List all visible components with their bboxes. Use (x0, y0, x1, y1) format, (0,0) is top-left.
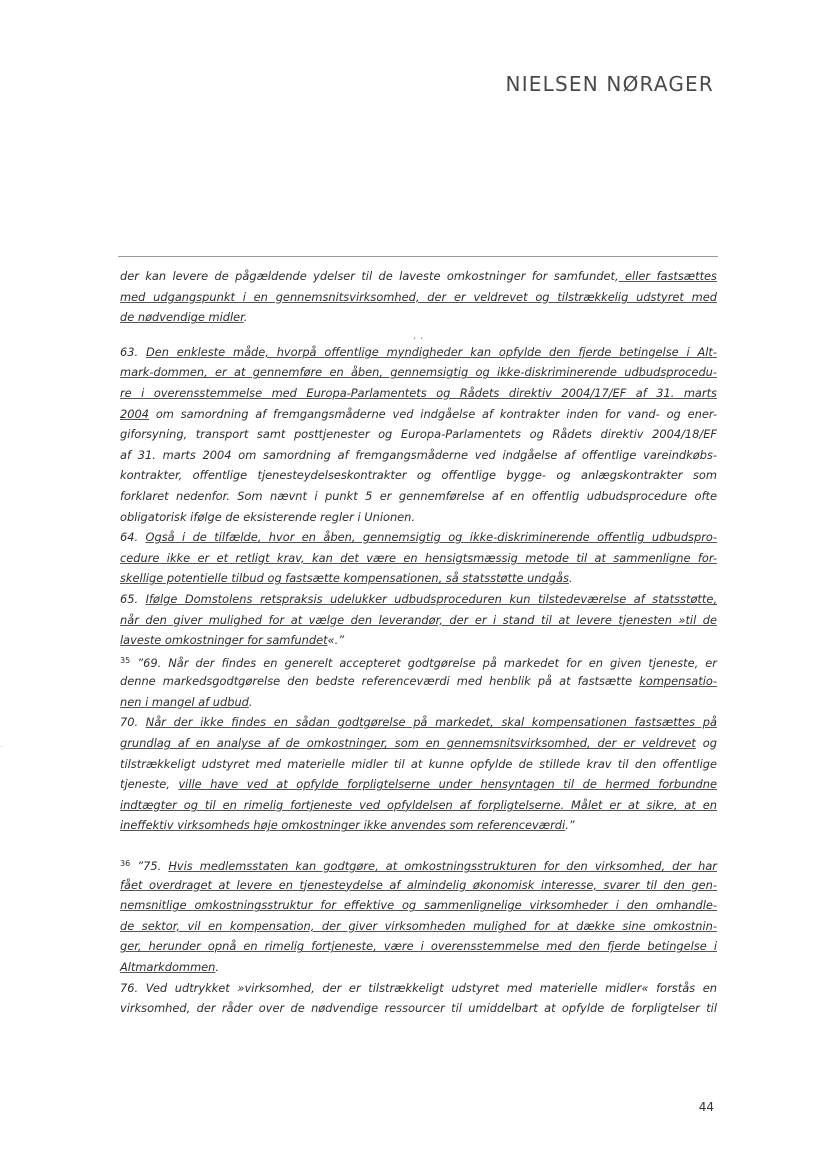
text-line (120, 287, 717, 308)
underlined-text-run: Når der ikke findes en sådan godtgørelse på markedet, skal kompensationen fastsættes på (145, 715, 717, 730)
text-run: og (695, 736, 717, 751)
underlined-text-run: laveste omkostninger for samfundet (120, 633, 328, 648)
underlined-text-run: nemsnitlige omkostningsstruktur for effektive og sammenlignelige virksomheder i den omhandle- (120, 898, 717, 913)
text-line (120, 895, 717, 916)
text-line (120, 589, 717, 610)
text-line (120, 568, 717, 589)
underlined-text-run: eller fastsættes (618, 269, 717, 283)
text-line (120, 671, 717, 692)
underlined-text-run: ville have ved at opfylde forpligtelserne under hensyntagen til de hermed forbundne (178, 777, 717, 792)
text-run: 76. Ved udtrykket »virksomhed, der er tilstrækkeligt udstyret med materielle midler« forstås en (120, 980, 717, 995)
text-line (120, 445, 717, 466)
text-line (120, 875, 717, 896)
underlined-text-run: re i overensstemmelse med Europa-Parlamentets og Rådets direktiv 2004/17/EF af 31. marts (120, 385, 717, 400)
footnote-number: 36 (120, 859, 131, 869)
text-line (120, 795, 717, 816)
text-line (120, 957, 717, 978)
text-run: 70. (120, 715, 146, 730)
text-line (120, 998, 717, 1019)
text-line (120, 754, 717, 775)
underlined-text-run: indtægter og til en rimelig fortjeneste ved opfyldelsen af forpligtelserne. Målet er at sikre, at en (120, 797, 717, 812)
text-line (120, 266, 717, 287)
text-run: . (215, 960, 220, 974)
underlined-text-run: Ifølge Domstolens retspraksis udelukker udbudsproceduren kun tilstedeværelse af statsstøtte, (145, 591, 717, 606)
text-line (120, 307, 717, 328)
underlined-text-run: med udgangspunkt i en gennemsnitsvirksomhed, der er veldrevet og tilstrækkelig udstyret med (120, 289, 717, 304)
text-run: . (248, 694, 253, 709)
text-line (120, 651, 717, 672)
text-run: kontrakter, offentlige tjenesteydelseskontrakter og offentlige bygge- og anlægskontrakter som (120, 468, 717, 483)
footnote-number: 35 (120, 655, 131, 665)
text-run: forklaret nedenfor. Som nævnt i punkt 5 er gennemførelse af en offentlig udbudsprocedure ofte (120, 488, 717, 503)
header-rule (118, 256, 718, 257)
text-line (120, 978, 717, 999)
underlined-text-run: fået overdraget at levere en tjenesteydelse af almindelig økonomisk interesse, svarer til den gen- (120, 877, 717, 892)
text-line (120, 527, 717, 548)
text-run: .” (565, 818, 575, 833)
text-run: af 31. marts 2004 om samordning af fremgangsmåderne ved indgåelse af offentlige vareindkøbs- (120, 447, 717, 462)
text-line (120, 692, 717, 713)
underlined-text-run: kompensatio- (639, 674, 717, 689)
page-body (120, 266, 717, 1019)
underlined-text-run: cedure ikke er et retligt krav, kan det være en hensigtsmæssig metode til at sammenligne for- (120, 550, 717, 565)
text-run: . (243, 310, 248, 325)
text-run: tjeneste, (120, 777, 179, 792)
text-run: om samordning af fremgangsmåderne ved indgåelse af kontrakter inden for vand- og ener- (149, 406, 717, 421)
text-line (120, 383, 717, 404)
text-line (120, 548, 717, 569)
page-number: 44 (698, 1100, 714, 1114)
text-run: tilstrækkeligt udstyret med materielle midler til at kunne opfylde de stillede krav til den offentlige (120, 756, 717, 771)
underlined-text-run: når den giver mulighed for at vælge den leverandør, der er i stand til at levere tjenesten »til de (120, 612, 717, 627)
text-line (120, 404, 717, 425)
text-line (120, 774, 717, 795)
text-run: denne markedsgodtgørelse den bedste referenceværdi med henblik på at fastsætte (120, 674, 640, 689)
text-run: ”69. Når der findes en generelt accepteret godtgørelse på markedet for en given tjeneste, er (130, 655, 717, 670)
text-run: obligatorisk ifølge de eksisterende regler i Unionen. (120, 509, 416, 524)
text-line (120, 424, 717, 445)
text-line (120, 610, 717, 631)
text-run: . (568, 571, 573, 586)
brand-logo: NIELSEN NØRAGER (505, 72, 714, 96)
text-line (120, 916, 717, 937)
underlined-text-run: nen i mangel af udbud (120, 694, 249, 709)
text-line (120, 712, 717, 733)
underlined-text-run: skellige potentielle tilbud og fastsætte kompensationen, så statsstøtte undgås (120, 571, 569, 586)
text-run: «.” (327, 633, 345, 648)
text-line (120, 733, 717, 754)
underlined-text-run: grundlag af en analyse af de omkostninger, som en gennemsnitsvirksomhed, der er veldrevet (120, 736, 696, 751)
underlined-text-run: 2004 (120, 406, 149, 421)
text-line (120, 362, 717, 383)
text-run: der kan levere de pågældende ydelser til de laveste omkostninger for samfundet, (120, 269, 619, 283)
underlined-text-run: de nødvendige midler (120, 310, 244, 325)
text-run: 65. (120, 591, 146, 606)
footnote-gap (120, 836, 717, 854)
text-line (120, 936, 717, 957)
underlined-text-run: mark-dommen, er at gennemføre en åben, gennemsigtig og ikke-diskriminerende udbudsprocedu- (120, 365, 717, 380)
text-line (120, 630, 717, 651)
text-line (120, 854, 717, 875)
text-run: 64. (120, 530, 146, 545)
text-line (120, 342, 717, 363)
underlined-text-run: Altmarkdommen (120, 960, 216, 974)
text-line (120, 486, 717, 507)
text-line (120, 815, 717, 836)
text-line (120, 507, 717, 528)
ellipsis-marker: . . (413, 327, 424, 342)
underlined-text-run: Også i de tilfælde, hvor en åben, gennemsigtig og ikke-diskriminerende offentlig udbudspro- (145, 530, 717, 545)
text-run: giforsyning, transport samt posttjenester og Europa-Parlamentets og Rådets direktiv 2004/18/EF (120, 427, 717, 442)
text-line (120, 465, 717, 486)
underlined-text-run: ger, herunder opnå en rimelig fortjeneste, være i overensstemmelse med den fjerde betingelse i (120, 939, 717, 954)
underlined-text-run: de sektor, vil en kompensation, der giver virksomheden mulighed for at dække sine omkostnin- (120, 918, 717, 933)
underlined-text-run: Den enkleste måde, hvorpå offentlige myndigheder kan opfylde den fjerde betingelse i Alt- (145, 344, 717, 359)
underlined-text-run: ineffektiv virksomheds høje omkostninger ikke anvendes som referenceværdi (120, 818, 566, 833)
underlined-text-run: Hvis medlemsstaten kan godtgøre, at omkostningsstrukturen for den virksomhed, der har (168, 859, 717, 874)
text-run: ”75. (130, 859, 169, 874)
text-run: virksomhed, der råder over de nødvendige ressourcer til umiddelbart at opfylde de forpligtelser til (120, 1001, 717, 1016)
text-run: 63. (120, 344, 146, 359)
scan-mark: . (0, 740, 3, 749)
